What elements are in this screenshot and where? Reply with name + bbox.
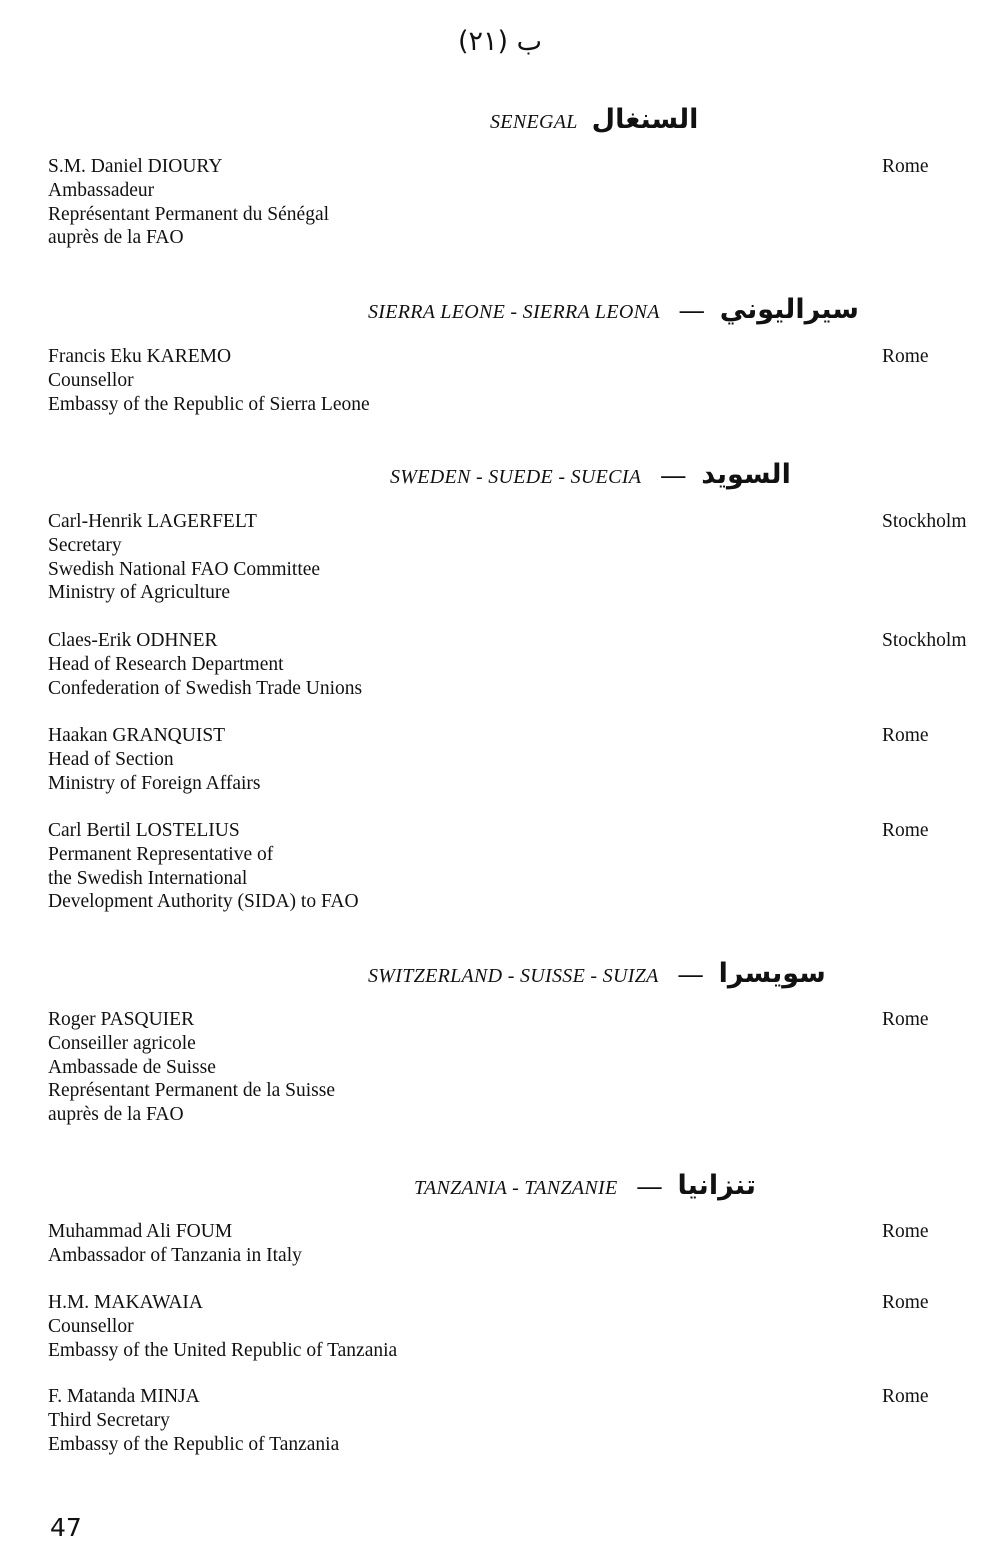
- delegate-city: Rome: [882, 1009, 929, 1030]
- delegate-entry: [48, 629, 362, 700]
- delegate-title-line: auprès de la FAO: [48, 227, 184, 249]
- delegate-title-line: Permanent Representative of: [48, 843, 274, 865]
- delegate-title-line: Confederation of Swedish Trade Unions: [48, 677, 363, 699]
- country-name: SWITZERLAND - SUISSE - SUIZA: [368, 965, 659, 987]
- delegate-title-line: Secretary: [48, 534, 122, 556]
- country-heading-switzerland: [368, 958, 826, 989]
- country-name-arabic: تنزانيا: [677, 1170, 757, 1201]
- delegate-title-line: Swedish National FAO Committee: [48, 558, 321, 580]
- delegate-city: Stockholm: [882, 511, 967, 532]
- delegate-title-line: Représentant Permanent de la Suisse: [48, 1080, 336, 1102]
- heading-dash: —: [678, 962, 703, 988]
- delegate-title-line: Counsellor: [48, 1315, 134, 1337]
- delegate-name: S.M. Daniel DIOURY: [48, 156, 223, 177]
- page-header-code: ب (٢١): [457, 26, 543, 57]
- delegate-entry: [48, 510, 320, 605]
- country-name: SIERRA LEONE - SIERRA LEONA: [368, 301, 660, 323]
- delegate-name: F. Matanda MINJA: [48, 1386, 200, 1407]
- country-name-arabic: سيراليوني: [719, 294, 859, 325]
- heading-dash: —: [661, 463, 686, 489]
- delegate-name: Carl-Henrik LAGERFELT: [48, 511, 257, 532]
- delegate-city: Rome: [882, 1386, 929, 1407]
- delegate-title-line: Ambassade de Suisse: [48, 1056, 216, 1078]
- delegate-entry: [48, 1291, 397, 1362]
- delegate-title-line: Ambassador of Tanzania in Italy: [48, 1244, 302, 1266]
- delegate-name: Roger PASQUIER: [48, 1009, 195, 1030]
- delegate-title-line: Représentant Permanent du Sénégal: [48, 203, 330, 225]
- delegate-entry: [48, 724, 261, 795]
- delegate-name: Muhammad Ali FOUM: [48, 1221, 233, 1242]
- delegate-entry: [48, 1008, 335, 1127]
- heading-dash: —: [637, 1174, 662, 1200]
- country-heading-tanzania: [414, 1170, 756, 1201]
- delegate-city: Stockholm: [882, 630, 967, 651]
- delegate-entry: [48, 155, 329, 250]
- delegate-title-line: Embassy of the United Republic of Tanzania: [48, 1339, 398, 1361]
- delegate-title-line: Conseiller agricole: [48, 1032, 196, 1054]
- delegate-entry: [48, 1385, 339, 1456]
- country-heading-senegal: [490, 104, 698, 135]
- delegate-name: H.M. MAKAWAIA: [48, 1292, 203, 1313]
- delegate-title-line: Head of Research Department: [48, 653, 284, 675]
- delegate-title-line: Ministry of Agriculture: [48, 582, 230, 604]
- delegate-city: Rome: [882, 156, 929, 177]
- delegate-title-line: Development Authority (SIDA) to FAO: [48, 891, 359, 913]
- country-name-arabic: سويسرا: [718, 958, 826, 989]
- delegate-name: Haakan GRANQUIST: [48, 725, 226, 746]
- delegate-name: Francis Eku KAREMO: [48, 346, 232, 367]
- delegate-title-line: the Swedish International: [48, 867, 248, 889]
- delegate-name: Claes-Erik ODHNER: [48, 630, 218, 651]
- country-heading-sweden: [390, 459, 791, 490]
- delegate-title-line: auprès de la FAO: [48, 1104, 184, 1126]
- country-name: SWEDEN - SUEDE - SUECIA: [390, 466, 642, 488]
- delegate-city: Rome: [882, 820, 929, 841]
- page-number: 47: [50, 1513, 82, 1542]
- delegate-name: Carl Bertil LOSTELIUS: [48, 820, 240, 841]
- delegate-entry: [48, 345, 370, 416]
- delegate-title-line: Embassy of the Republic of Sierra Leone: [48, 393, 370, 415]
- delegate-city: Rome: [882, 1292, 929, 1313]
- delegate-title-line: Counsellor: [48, 369, 134, 391]
- country-name-arabic: السنغال: [591, 104, 699, 135]
- delegate-title-line: Third Secretary: [48, 1409, 170, 1431]
- country-name: TANZANIA - TANZANIE: [414, 1177, 618, 1199]
- delegate-title-line: Ministry of Foreign Affairs: [48, 772, 261, 794]
- delegate-city: Rome: [882, 725, 929, 746]
- country-name: SENEGAL: [490, 111, 578, 133]
- delegate-title-line: Embassy of the Republic of Tanzania: [48, 1433, 340, 1455]
- country-name-arabic: السويد: [701, 459, 791, 490]
- delegate-entry: [48, 1220, 302, 1268]
- delegate-title-line: Head of Section: [48, 748, 174, 770]
- country-heading-sierra-leone: [368, 294, 859, 325]
- heading-dash: —: [679, 298, 704, 324]
- delegate-title-line: Ambassadeur: [48, 179, 155, 201]
- delegate-city: Rome: [882, 346, 929, 367]
- delegate-entry: [48, 819, 359, 914]
- delegate-city: Rome: [882, 1221, 929, 1242]
